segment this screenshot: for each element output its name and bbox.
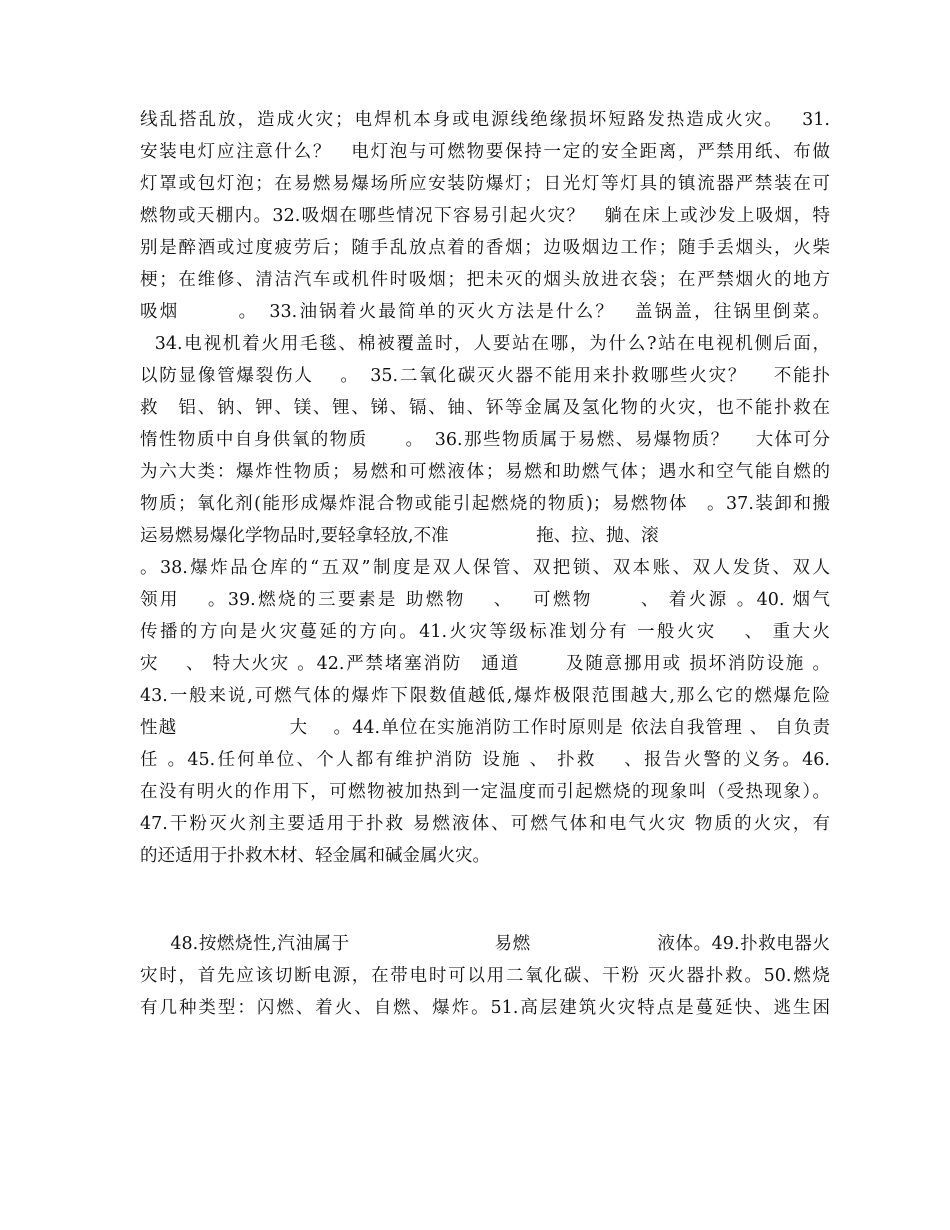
text-line: 43.一般来说,可燃气体的爆炸下限数值越低,爆炸极限范围越大,那么它的燃爆危险	[140, 686, 830, 706]
text-line: 救 铝、钠、钾、镁、锂、锑、镉、铀、钚等金属及氢化物的火灾，也不能扑救在	[140, 398, 830, 418]
text-line: 梗；在维修、清洁汽车或机件时吸烟；把未灭的烟头放进衣袋；在严禁烟火的地方	[140, 270, 830, 290]
text-line: 物质；氧化剂(能形成爆炸混合物或能引起燃烧的物质)；易燃物体 。37.装卸和搬	[140, 494, 830, 514]
text-block-main	[140, 104, 830, 872]
text-line: 有几种类型：闪燃、着火、自燃、爆炸。51.高层建筑火灾特点是蔓延快、逃生困	[140, 998, 830, 1018]
text-line: 的还适用于扑救木材、轻金属和碱金属火灾。	[140, 846, 490, 866]
text-block-second	[140, 928, 830, 1024]
text-line: 以防显像管爆裂伤人 。 35.二氧化碳灭火器不能用来扑救哪些火灾？ 不能扑	[140, 366, 830, 386]
text-line: 线乱搭乱放，造成火灾；电焊机本身或电源线绝缘损坏短路发热造成火灾。 31.	[140, 110, 830, 130]
text-line: 惰性物质中自身供氧的物质 。 36.那些物质属于易燃、易爆物质？ 大体可分	[140, 430, 830, 450]
text-line: 34.电视机着火用毛毯、棉被覆盖时，人要站在哪，为什么?站在电视机侧后面，	[140, 334, 830, 354]
text-line: 。38.爆炸品仓库的“五双”制度是双人保管、双把锁、双本账、双人发货、双人	[140, 558, 830, 578]
text-line: 在没有明火的作用下，可燃物被加热到一定温度而引起燃烧的现象叫（受热现象）。	[140, 782, 830, 802]
text-line: 安装电灯应注意什么？ 电灯泡与可燃物要保持一定的安全距离，严禁用纸、布做	[140, 142, 830, 162]
text-line: 任 。45.任何单位、个人都有维护消防 设施 、 扑救 、报告火警的义务。46.	[140, 750, 830, 770]
text-line: 灾时，首先应该切断电源，在带电时可以用二氧化碳、干粉 灭火器扑救。50.燃烧	[140, 966, 830, 986]
text-line: 传播的方向是火灾蔓延的方向。41.火灾等级标准划分有 一般火灾 、 重大火	[140, 622, 830, 642]
text-line: 领用 。39.燃烧的三要素是 助燃物 、 可燃物 、 着火源 。40. 烟气	[140, 590, 830, 610]
text-line: 灯罩或包灯泡；在易燃易爆场所应安装防爆灯；日光灯等灯具的镇流器严禁装在可	[140, 174, 830, 194]
text-line: 吸烟 。 33.油锅着火最简单的灭火方法是什么？ 盖锅盖，往锅里倒菜。	[140, 302, 830, 322]
text-line: 47.干粉灭火剂主要适用于扑救 易燃液体、可燃气体和电气火灾 物质的火灾，有	[140, 814, 830, 834]
text-line: 48.按燃烧性,汽油属于 易燃 液体。49.扑救电器火	[140, 934, 830, 954]
text-line: 别是醉酒或过度疲劳后；随手乱放点着的香烟；边吸烟边工作；随手丢烟头，火柴	[140, 238, 830, 258]
text-line: 运易燃易爆化学物品时,要轻拿轻放,不准 拖、拉、抛、滚	[140, 526, 659, 546]
text-line: 燃物或天棚内。32.吸烟在哪些情况下容易引起火灾？ 躺在床上或沙发上吸烟，特	[140, 206, 830, 226]
text-line: 为六大类：爆炸性物质；易燃和可燃液体；易燃和助燃气体；遇水和空气能自燃的	[140, 462, 830, 482]
text-line: 性越 大 。44.单位在实施消防工作时原则是 依法自我管理 、 自负责	[140, 718, 830, 738]
text-line: 灾 、 特大火灾 。42.严禁堵塞消防 通道 及随意挪用或 损坏消防设施 。	[140, 654, 830, 674]
